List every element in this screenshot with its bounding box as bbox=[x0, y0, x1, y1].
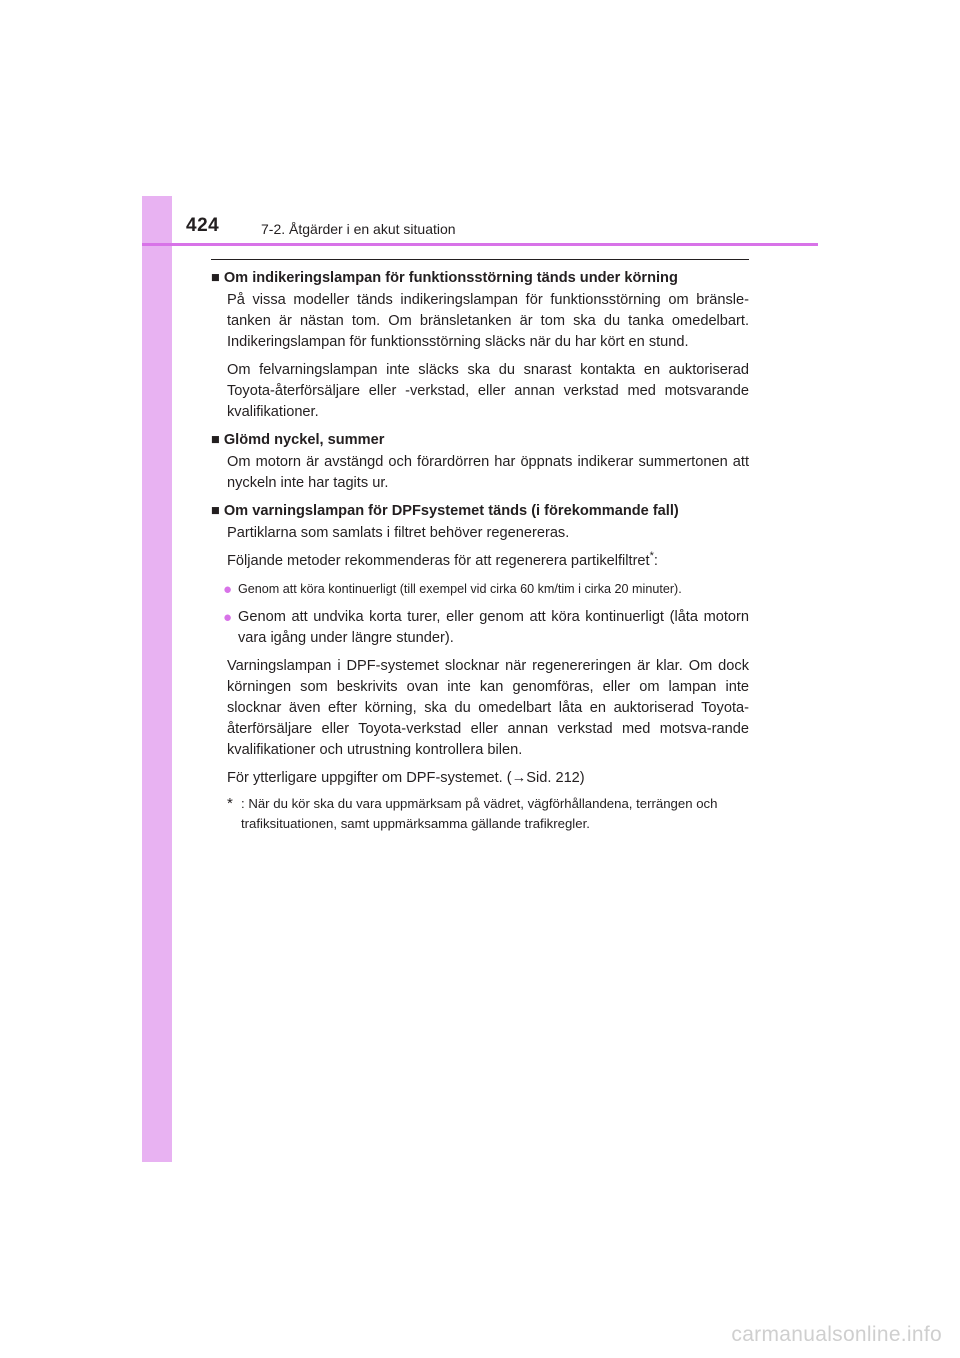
list-item-text: Genom att undvika korta turer, eller genom att köra kontinuerligt (låta motorn vara igång under längre stunder). bbox=[238, 609, 749, 646]
methods-intro-colon: : bbox=[653, 553, 658, 569]
square-bullet-icon: ■ bbox=[211, 432, 220, 448]
paragraph: Partiklarna som samlats i filtret behöver regenereras. bbox=[227, 525, 570, 541]
section-heading-forgotten-key bbox=[211, 430, 749, 451]
section-heading-text: Glömd nyckel, summer bbox=[223, 432, 385, 448]
paragraph: På vissa modeller tänds indikeringslampan för funktionsstörning om bränsle-tanken är nästan tom. Om bränsletanken är tom ska du tanka omedelbart. Indikeringslampan för funktionsstörning släcks när du har kört en stund. bbox=[227, 292, 749, 350]
page-content bbox=[211, 268, 749, 834]
round-bullet-icon: ● bbox=[223, 609, 233, 626]
page-number: 424 bbox=[186, 215, 220, 236]
chapter-title: 7-2. Åtgärder i en akut situation bbox=[261, 221, 456, 237]
footnote bbox=[211, 794, 749, 834]
footnote-text: : När du kör ska du vara uppmärksam på vädret, vägförhållandena, terrängen och trafiksituationen, samt uppmärksamma gällande trafikregler. bbox=[241, 796, 718, 831]
square-bullet-icon: ■ bbox=[211, 503, 220, 519]
list-item bbox=[211, 607, 749, 649]
round-bullet-icon: ● bbox=[223, 581, 233, 598]
watermark: carmanualsonline.info bbox=[731, 1323, 942, 1346]
footnote-reference-mark: * bbox=[649, 550, 654, 563]
paragraph-methods-intro bbox=[211, 551, 749, 572]
paragraph: Om felvarningslampan inte släcks ska du snarast kontakta en auktoriserad Toyota-återförsäljare eller -verkstad, eller annan verkstad med motsvarande kvalifikationer. bbox=[227, 362, 749, 420]
paragraph: Om motorn är avstängd och förardörren har öppnats indikerar summertonen att nyckeln inte har tagits ur. bbox=[227, 454, 749, 491]
footnote-mark: * bbox=[227, 795, 233, 812]
header-rule bbox=[142, 243, 818, 246]
paragraph: Varningslampan i DPF-systemet slocknar när regenereringen är klar. Om dock körningen som beskrivits ovan inte kan genomföras, eller om lampan inte slocknar även efter körning, ska du omedelbart låta en auktoriserad Toyota-återförsäljare eller Toyota-verkstad eller annan verkstad med motsva-rande kvalifikationer och utrustning kontrollera bilen. bbox=[227, 658, 749, 758]
methods-intro-text: Följande metoder rekommenderas för att regenerera partikelfiltret bbox=[227, 553, 650, 569]
list-item bbox=[211, 579, 749, 600]
square-bullet-icon: ■ bbox=[211, 270, 220, 286]
section-heading-malfunction-lamp bbox=[211, 268, 749, 289]
section-heading-dpf-warning bbox=[211, 501, 749, 522]
page-reference: För ytterligare uppgifter om DPF-systemet. (→Sid. 212) bbox=[227, 770, 585, 786]
section-heading-text: Om varningslampan för DPFsystemet tänds (i förekommande fall) bbox=[223, 503, 679, 519]
chapter-side-tab bbox=[142, 196, 172, 1162]
content-divider bbox=[211, 259, 749, 260]
section-heading-text: Om indikeringslampan för funktionsstörning tänds under körning bbox=[223, 270, 678, 286]
list-item-text: Genom att köra kontinuerligt (till exempel vid cirka 60 km/tim i cirka 20 minuter). bbox=[238, 582, 682, 596]
